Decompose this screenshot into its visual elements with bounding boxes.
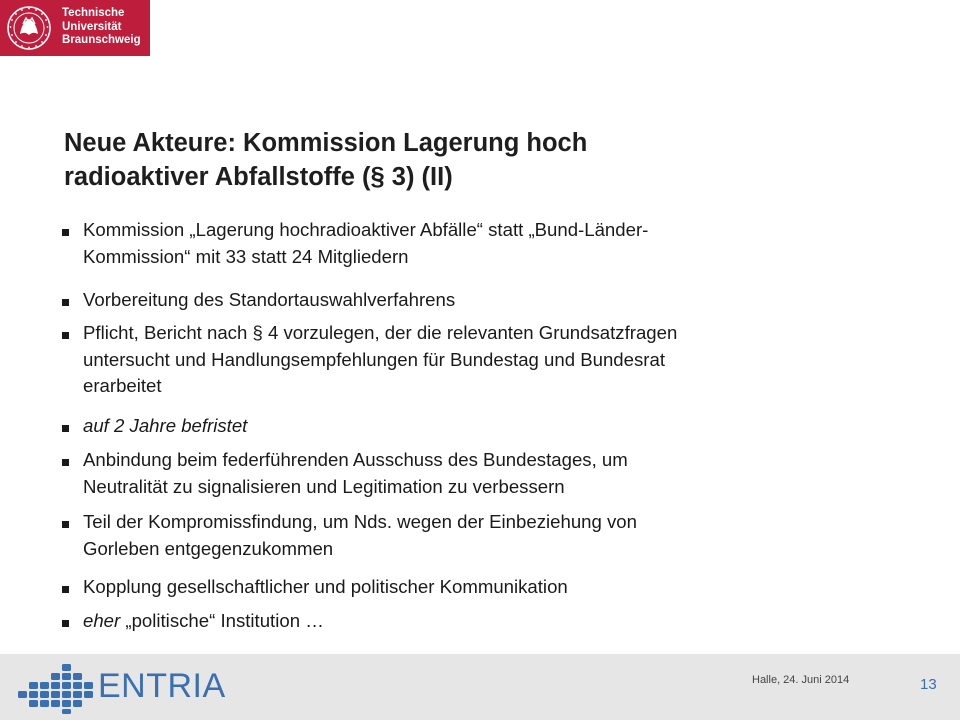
bullet-line: Kommission „Lagerung hochradioaktiver Abfälle“ statt „Bund-Länder-	[83, 219, 649, 240]
bullet-line	[83, 608, 324, 635]
page-number: 13	[920, 676, 937, 693]
bullet-line: auf 2 Jahre befristet	[83, 415, 248, 436]
footer-date: Halle, 24. Juni 2014	[752, 674, 850, 686]
bullet-square-icon	[62, 229, 69, 236]
bullet-line: Anbindung beim federführenden Ausschuss des Bundestages, um	[83, 449, 628, 470]
university-name-line1: Technische	[62, 7, 125, 19]
entria-logo-text: ENTRIA	[98, 667, 226, 705]
slide-title-line1: Neue Akteure: Kommission Lagerung hoch	[64, 129, 588, 157]
bullet-text	[83, 217, 648, 270]
bullet-square-icon	[62, 299, 69, 306]
bullet-rest-text: „politische“ Institution …	[120, 610, 324, 631]
tu-braunschweig-logo	[0, 0, 150, 56]
university-name-line2: Universität	[62, 20, 122, 33]
bullet-line: Neutralität zu signalisieren und Legitimation zu verbessern	[83, 475, 565, 497]
slide-title-line2: radioaktiver Abfallstoffe (§ 3) (II)	[64, 163, 453, 191]
bullet-text	[83, 509, 637, 562]
bullet-text	[83, 320, 677, 400]
university-name	[62, 7, 141, 48]
bullet-line: Vorbereitung des Standortauswahlverfahrens	[83, 289, 456, 310]
bullet-line: Gorleben entgegenzukommen	[83, 537, 334, 559]
bullet-square-icon	[62, 620, 69, 627]
emphasis-word: eher	[83, 610, 121, 631]
bullet-square-icon	[62, 425, 69, 432]
slide-title	[64, 126, 884, 194]
bullet-line: Pflicht, Bericht nach § 4 vorzulegen, der die relevanten Grundsatzfragen	[83, 322, 678, 343]
bullet-square-icon	[62, 332, 69, 339]
bullet-line: untersucht und Handlungsempfehlungen für Bundestag und Bundesrat	[83, 348, 665, 370]
bullet-text	[83, 608, 324, 635]
bullet-square-icon	[62, 586, 69, 593]
bullet-square-icon	[62, 459, 69, 466]
bullet-text	[83, 574, 568, 601]
bullet-text	[83, 287, 455, 314]
bullet-line: Kommission“ mit 33 statt 24 Mitgliedern	[83, 245, 409, 267]
bullet-line: erarbeitet	[83, 375, 162, 396]
entria-logo-icon	[18, 662, 98, 714]
university-name-line3: Braunschweig	[62, 34, 141, 46]
bullet-line: Kopplung gesellschaftlicher und politischer Kommunikation	[83, 576, 568, 597]
bullet-text	[83, 413, 247, 440]
bullet-line: Teil der Kompromissfindung, um Nds. wegen der Einbeziehung von	[83, 511, 637, 532]
university-seal-icon	[6, 4, 52, 52]
bullet-text	[83, 447, 628, 500]
footer-bar	[0, 654, 960, 720]
bullet-square-icon	[62, 521, 69, 528]
